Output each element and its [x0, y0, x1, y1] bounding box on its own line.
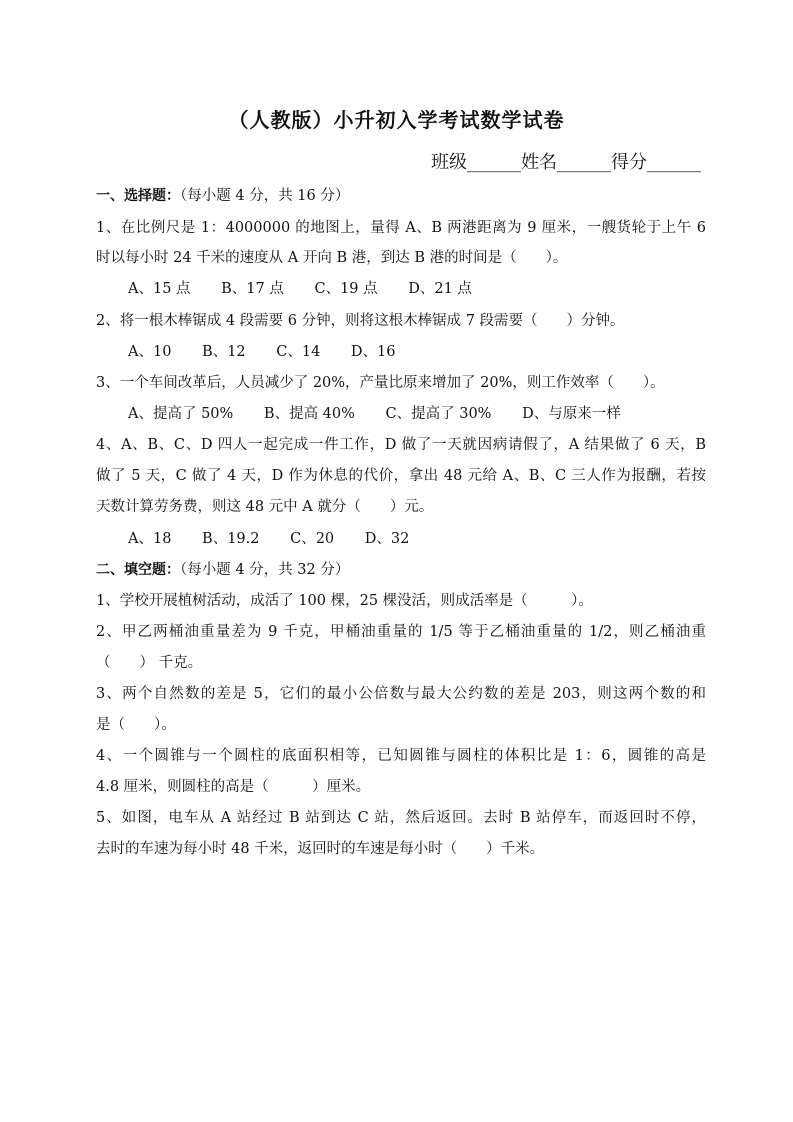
- option-a: A、18: [128, 531, 172, 547]
- option-c: C、20: [290, 531, 335, 547]
- s2-q4-line1: 4、一个圆锥与一个圆柱的底面积相等，已知圆锥与圆柱的体积比是 1：6，圆锥的高是: [96, 748, 706, 764]
- s1-q1-options: [128, 279, 498, 299]
- student-info-line: 班级______姓名______得分______: [431, 152, 701, 173]
- s1-q4-line3: 天数计算劳务费，则这 48 元中 A 就分（ ）元。: [96, 499, 434, 515]
- s2-q3-line2: 是（ ）。: [96, 717, 176, 733]
- option-a: A、15 点: [128, 281, 191, 297]
- section2-heading: 二、填空题：: [96, 562, 180, 578]
- section2-heading-line: [96, 560, 706, 580]
- option-d: D、32: [364, 531, 410, 547]
- option-a: A、10: [128, 344, 172, 360]
- section2-note: （每小题 4 分，共 32 分）: [180, 562, 350, 578]
- option-c: C、14: [276, 344, 321, 360]
- s2-q1-line1: 1、学校开展植树活动，成活了 100 棵，25 棵没活，则成活率是（ ）。: [96, 593, 593, 609]
- option-b: B、17 点: [221, 281, 284, 297]
- s1-q4-line1: 4、A、B、C、D 四人一起完成一件工作，D 做了一天就因病请假了，A 结果做了 6 天，B: [96, 437, 706, 453]
- s2-q5-line1: 5、如图，电车从 A 站经过 B 站到达 C 站，然后返回。去时 B 站停车，而返回时不停，: [96, 810, 706, 826]
- option-d: D、与原来一样: [522, 406, 621, 422]
- option-c: C、19 点: [314, 281, 378, 297]
- s1-q3-line1: 3、一个车间改革后，人员减少了 20%，产量比原来增加了 20%，则工作效率（ ）。: [96, 375, 665, 391]
- option-a: A、提高了 50%: [128, 406, 234, 422]
- s2-q3-line1: 3、两个自然数的差是 5，它们的最小公倍数与最大公约数的差是 203，则这两个数的和: [96, 686, 706, 702]
- option-b: B、19.2: [202, 531, 260, 547]
- page-title: （人教版）小升初入学考试数学试卷: [228, 108, 565, 132]
- s1-q1-line1: 1、在比例尺是 1：4000000 的地图上，量得 A、B 两港距离为 9 厘米，一艘货轮于上午 6: [96, 220, 706, 236]
- option-d: D、21 点: [408, 281, 472, 297]
- s1-q2-line1: 2、将一根木棒锯成 4 段需要 6 分钟，则将这根木棒锯成 7 段需要（ ）分钟。: [96, 313, 625, 329]
- section1-note: （每小题 4 分，共 16 分）: [180, 188, 350, 204]
- s1-q4-line2: 做了 5 天，C 做了 4 天，D 作为休息的代价，拿出 48 元给 A、B、C 三人作为报酬，若按: [96, 468, 706, 484]
- option-c: C、提高了 30%: [385, 406, 492, 422]
- option-d: D、16: [350, 344, 396, 360]
- option-b: B、12: [202, 344, 246, 360]
- s1-q3-options: [128, 404, 647, 424]
- s2-q5-line2: 去时的车速为每小时 48 千米，返回时的车速是每小时（ ）千米。: [96, 841, 545, 857]
- s2-q4-line2: 4.8 厘米，则圆柱的高是（ ）厘米。: [96, 779, 371, 795]
- s1-q2-options: [128, 342, 422, 362]
- section1-heading-line: [96, 186, 706, 206]
- s2-q2-line1: 2、甲乙两桶油重量差为 9 千克，甲桶油重量的 1/5 等于乙桶油重量的 1/2，则乙桶油重: [96, 624, 706, 640]
- option-b: B、提高 40%: [263, 406, 355, 422]
- s2-q2-line2: （ ） 千克。: [96, 655, 203, 671]
- s1-q4-options: [128, 529, 435, 549]
- s1-q1-line2: 时以每小时 24 千米的速度从 A 开向 B 港，到达 B 港的时间是（ ）。: [96, 250, 568, 266]
- section1-heading: 一、选择题：: [96, 188, 180, 204]
